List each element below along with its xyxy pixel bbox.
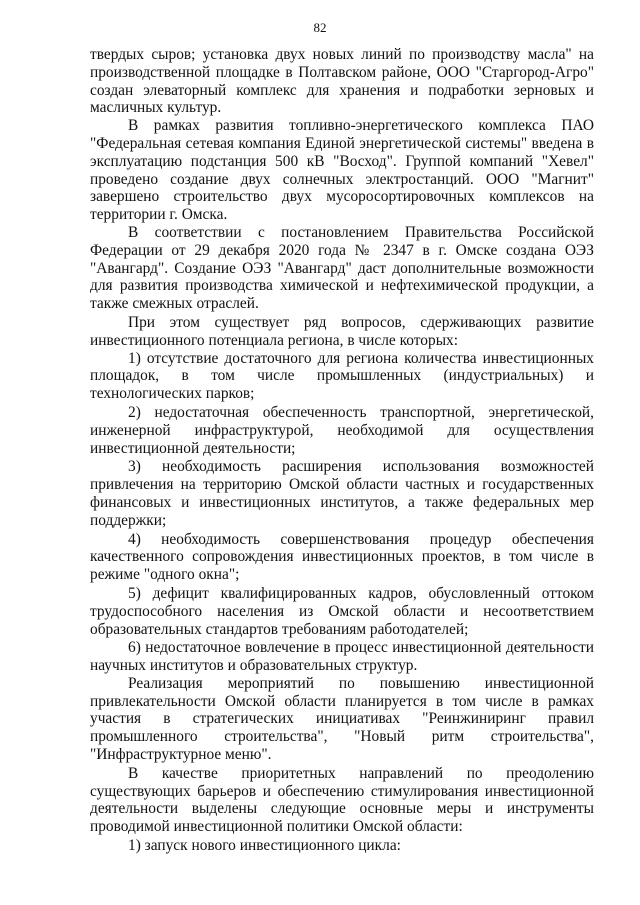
list-item-6: 6) недостаточное вовлечение в процесс инвестиционной деятельности научных институтов и образовательных структур.: [90, 639, 594, 675]
paragraph-special-economic-zone: В соответствии с постановлением Правительства Российской Федерации от 29 декабря 2020 года № 2347 в г. Омске создана ОЭЗ "Авангард". Создание ОЭЗ "Авангард" даст дополнительные возможности для развития производства химической и нефтехимической продукции, а также смежных отраслей.: [90, 223, 594, 313]
page-number: 82: [313, 20, 327, 35]
list-item-1: 1) отсутствие достаточного для региона количества инвестиционных площадок, в том числе промышленных (индустриальных) и технологических парков;: [90, 349, 594, 403]
document-body: [90, 46, 594, 855]
paragraph-strategic-initiatives: Реализация мероприятий по повышению инвестиционной привлекательности Омской области планируется в том числе в рамках участия в стратегических инициативах "Реинжиниринг правил промышленного строительства", "Новый ритм строительства", "Инфраструктурное меню".: [90, 674, 594, 764]
paragraph-fuel-energy-complex: В рамках развития топливно-энергетического комплекса ПАО "Федеральная сетевая компания Единой энергетической системы" введена в эксплуатацию подстанция 500 кВ "Восход". Группой компаний "Хевел" проведено создание двух солнечных электростанций. ООО "Магнит" завершено строительство двух мусоросортировочных комплексов на территории г. Омска.: [90, 117, 594, 224]
list-item-5: 5) дефицит квалифицированных кадров, обусловленный оттоком трудоспособного населения из Омской области и несоответствием образовательных стандартов требованиям работодателей;: [90, 584, 594, 638]
paragraph-issues-intro: При этом существует ряд вопросов, сдерживающих развитие инвестиционного потенциала региона, в числе которых:: [90, 313, 594, 349]
list-item-3: 3) необходимость расширения использования возможностей привлечения на территорию Омской области частных и государственных финансовых и инвестиционных институтов, а также федеральных мер поддержки;: [90, 458, 594, 529]
list-item-4: 4) необходимость совершенствования процедур обеспечения качественного сопровождения инвестиционных проектов, в том числе в режиме "одного окна";: [90, 530, 594, 584]
list-item-2: 2) недостаточная обеспеченность транспортной, энергетической, инженерной инфраструктурой, необходимой для осуществления инвестиционной деятельности;: [90, 403, 594, 457]
paragraph-priority-directions: В качестве приоритетных направлений по преодолению существующих барьеров и обеспечению стимулирования инвестиционной деятельности выделены следующие основные меры и инструменты проводимой инвестиционной политики Омской области:: [90, 764, 594, 836]
paragraph-continuation: твердых сыров; установка двух новых линий по производству масла" на производственной площадке в Полтавском районе, ООО "Старгород-Агро" создан элеваторный комплекс для хранения и подработки зерновых и масличных культур.: [90, 46, 594, 117]
list-item-new-investment-cycle: 1) запуск нового инвестиционного цикла:: [128, 837, 401, 855]
